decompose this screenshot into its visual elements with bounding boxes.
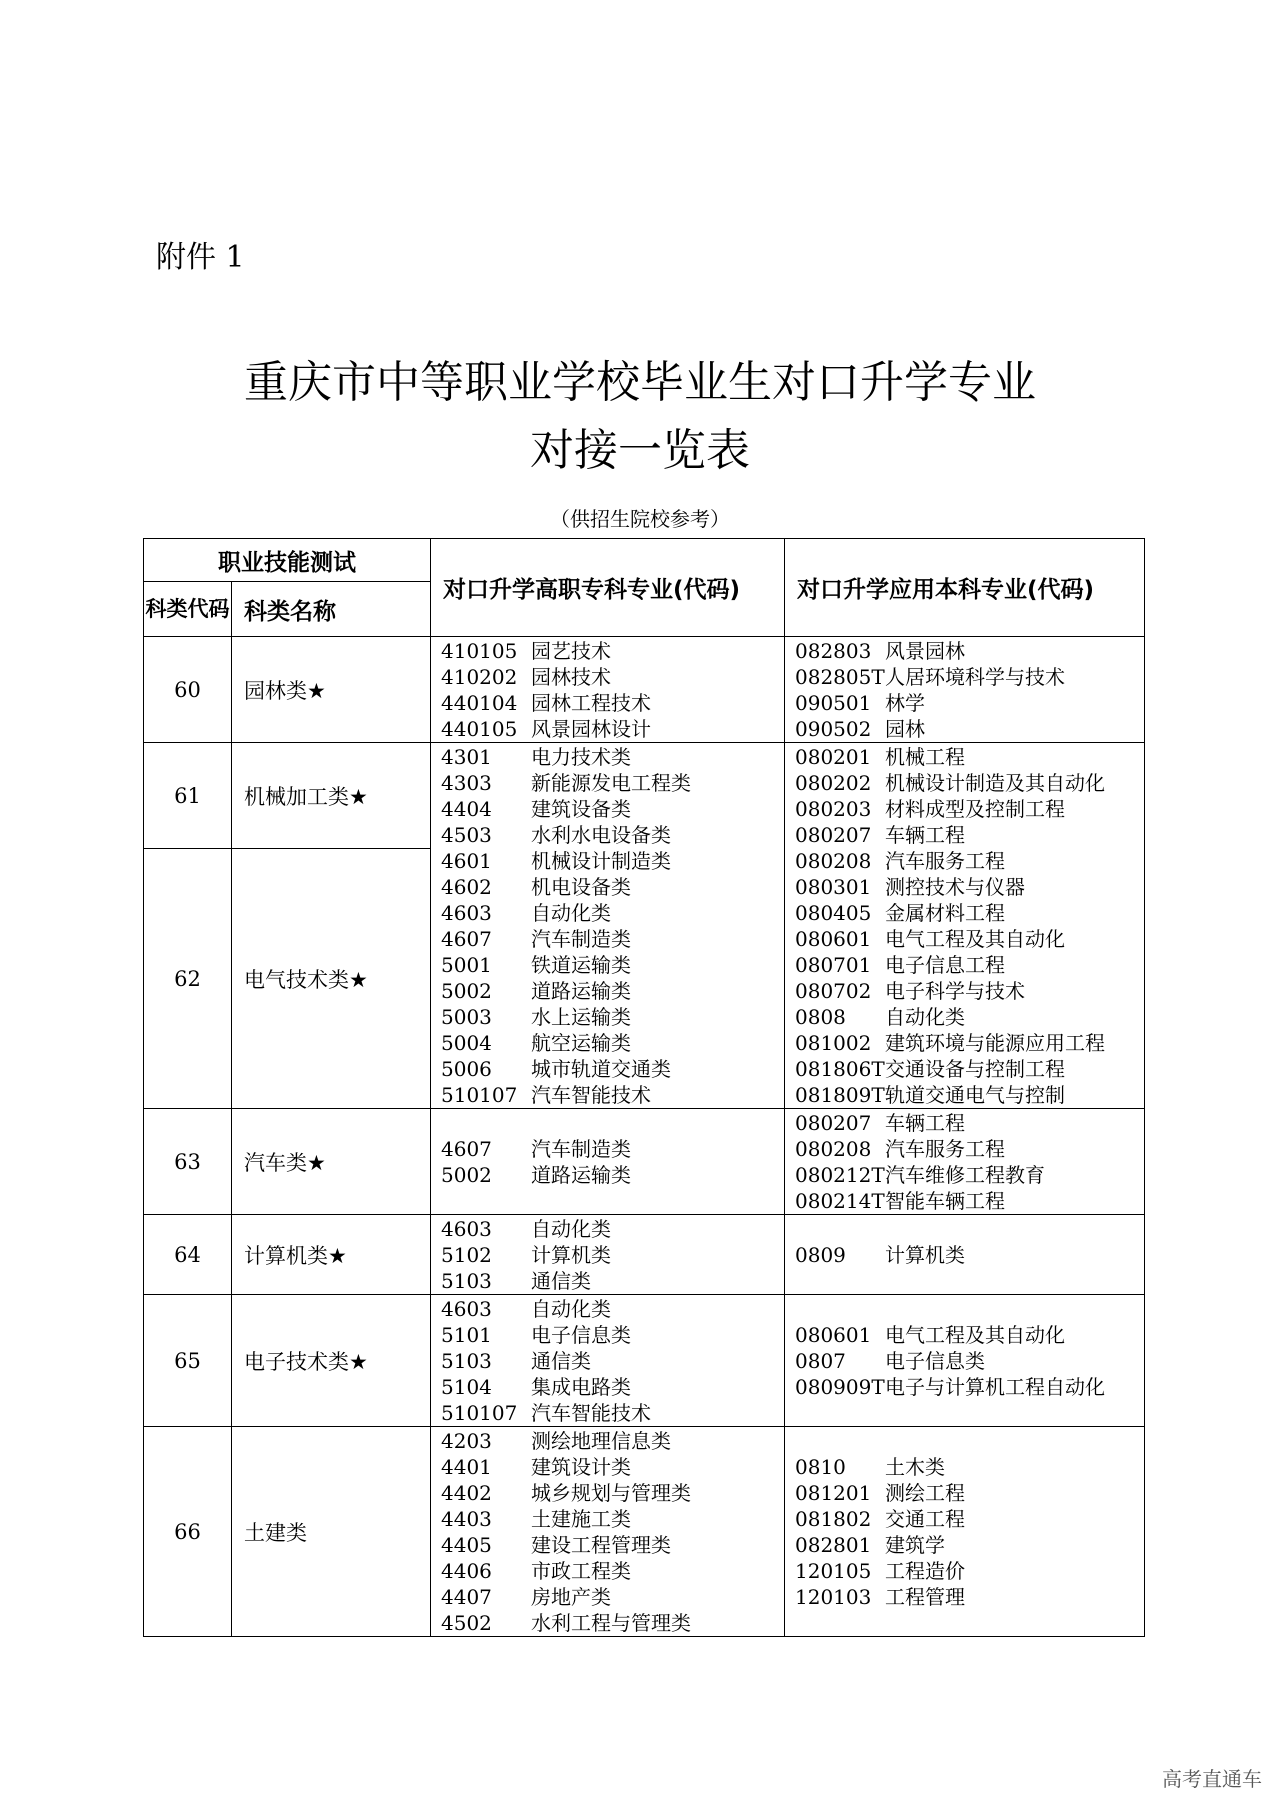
major-code: 4404	[441, 796, 492, 821]
major-name: 通信类	[531, 1268, 591, 1293]
undergraduate-major-item	[795, 1348, 1144, 1374]
header-category-name: 科类名称	[232, 582, 431, 637]
vocational-major-item	[441, 1558, 784, 1584]
major-code: 4601	[441, 848, 492, 873]
vocational-major-item	[441, 874, 784, 900]
major-name: 汽车智能技术	[531, 1400, 651, 1425]
major-name: 风景园林	[885, 638, 965, 663]
category-code-cell: 63	[144, 1109, 232, 1215]
vocational-major-item	[441, 848, 784, 874]
undergraduate-major-item	[795, 926, 1144, 952]
undergraduate-major-item	[795, 1374, 1144, 1400]
major-code: 4301	[441, 744, 492, 769]
major-code: 440104	[441, 690, 518, 715]
attachment-label: 附件 1	[156, 240, 245, 275]
undergraduate-major-item	[795, 1242, 1144, 1268]
undergraduate-major-item	[795, 1188, 1144, 1214]
vocational-major-item	[441, 1162, 784, 1188]
major-code: 4407	[441, 1584, 492, 1609]
major-code: 120103	[795, 1584, 872, 1609]
vocational-major-item	[441, 952, 784, 978]
vocational-major-item	[441, 1480, 784, 1506]
category-name-cell: 汽车类★	[232, 1109, 431, 1215]
major-code: 081002	[795, 1030, 872, 1055]
header-skills-test: 职业技能测试	[144, 539, 431, 582]
major-name: 房地产类	[531, 1584, 611, 1609]
undergraduate-major-item	[795, 1110, 1144, 1136]
undergraduate-major-item	[795, 1004, 1144, 1030]
major-code: 082803	[795, 638, 872, 663]
major-code: 080208	[795, 1136, 872, 1161]
major-code: 090501	[795, 690, 872, 715]
vocational-major-item	[441, 1268, 784, 1294]
major-name: 电子信息类	[531, 1322, 631, 1347]
undergraduate-major-item	[795, 1056, 1144, 1082]
category-name-cell: 电气技术类★	[232, 849, 431, 1109]
header-category-code: 科类代码	[144, 582, 232, 637]
major-name: 测控技术与仪器	[885, 874, 1025, 899]
major-code: 4402	[441, 1480, 492, 1505]
major-code: 081809T	[795, 1082, 885, 1107]
major-name: 电气工程及其自动化	[885, 926, 1065, 951]
major-name: 建筑设备类	[531, 796, 631, 821]
major-name: 计算机类	[885, 1242, 965, 1267]
major-name: 城乡规划与管理类	[531, 1480, 691, 1505]
major-code: 5003	[441, 1004, 492, 1029]
undergraduate-major-item	[795, 1082, 1144, 1108]
undergraduate-major-item	[795, 1454, 1144, 1480]
major-name: 汽车制造类	[531, 1136, 631, 1161]
vocational-major-item	[441, 744, 784, 770]
vocational-major-item	[441, 1428, 784, 1454]
undergraduate-major-item	[795, 874, 1144, 900]
undergraduate-major-item	[795, 638, 1144, 664]
undergraduate-major-list	[785, 743, 1145, 1109]
table-body	[144, 637, 1145, 1637]
major-name: 汽车服务工程	[885, 1136, 1005, 1161]
major-code: 080702	[795, 978, 872, 1003]
major-name: 车辆工程	[885, 822, 965, 847]
major-name: 建筑环境与能源应用工程	[885, 1030, 1105, 1055]
major-code: 5001	[441, 952, 492, 977]
major-code: 4303	[441, 770, 492, 795]
vocational-major-item	[441, 1400, 784, 1426]
major-name: 轨道交通电气与控制	[885, 1082, 1065, 1107]
major-name: 航空运输类	[531, 1030, 631, 1055]
undergraduate-major-item	[795, 796, 1144, 822]
major-name: 工程造价	[885, 1558, 965, 1583]
major-name: 自动化类	[531, 1296, 611, 1321]
major-name: 自动化类	[885, 1004, 965, 1029]
major-name: 水上运输类	[531, 1004, 631, 1029]
major-name: 水利水电设备类	[531, 822, 671, 847]
category-code-cell: 65	[144, 1295, 232, 1427]
vocational-major-list	[431, 743, 785, 1109]
undergraduate-major-item	[795, 1558, 1144, 1584]
vocational-major-item	[441, 1506, 784, 1532]
undergraduate-major-list	[785, 1295, 1145, 1427]
major-code: 080202	[795, 770, 872, 795]
vocational-major-item	[441, 1082, 784, 1108]
major-code: 510107	[441, 1082, 518, 1107]
major-code: 080405	[795, 900, 872, 925]
major-name: 建筑学	[885, 1532, 945, 1557]
header-vocational-major: 对口升学高职专科专业(代码)	[431, 539, 785, 637]
major-code: 080212T	[795, 1162, 885, 1187]
major-name: 水利工程与管理类	[531, 1610, 691, 1635]
vocational-major-item	[441, 1004, 784, 1030]
header-undergraduate-major: 对口升学应用本科专业(代码)	[785, 539, 1145, 637]
major-name: 计算机类	[531, 1242, 611, 1267]
vocational-major-item	[441, 664, 784, 690]
category-name-cell: 机械加工类★	[232, 743, 431, 849]
table-row	[144, 1427, 1145, 1637]
category-name-cell: 计算机类★	[232, 1215, 431, 1295]
major-code: 5002	[441, 1162, 492, 1187]
major-code: 4603	[441, 1216, 492, 1241]
reference-note: （供招生院校参考）	[550, 507, 730, 531]
major-code: 090502	[795, 716, 872, 741]
major-code: 4403	[441, 1506, 492, 1531]
undergraduate-major-list	[785, 1215, 1145, 1295]
table-row	[144, 1109, 1145, 1215]
major-name: 园艺技术	[531, 638, 611, 663]
vocational-major-item	[441, 1610, 784, 1636]
major-name: 园林	[885, 716, 925, 741]
undergraduate-major-item	[795, 848, 1144, 874]
major-mapping-table	[143, 538, 1145, 1637]
major-code: 410202	[441, 664, 518, 689]
major-name: 道路运输类	[531, 978, 631, 1003]
undergraduate-major-item	[795, 978, 1144, 1004]
major-code: 080201	[795, 744, 872, 769]
vocational-major-item	[441, 1216, 784, 1242]
vocational-major-item	[441, 638, 784, 664]
undergraduate-major-item	[795, 1506, 1144, 1532]
vocational-major-list	[431, 1427, 785, 1637]
major-code: 4405	[441, 1532, 492, 1557]
major-code: 082805T	[795, 664, 885, 689]
vocational-major-item	[441, 822, 784, 848]
major-name: 建筑设计类	[531, 1454, 631, 1479]
vocational-major-item	[441, 1584, 784, 1610]
major-code: 081806T	[795, 1056, 885, 1081]
page-title-line2: 对接一览表	[530, 425, 750, 476]
major-code: 5101	[441, 1322, 492, 1347]
vocational-major-list	[431, 1215, 785, 1295]
major-name: 机械设计制造类	[531, 848, 671, 873]
undergraduate-major-item	[795, 744, 1144, 770]
major-name: 集成电路类	[531, 1374, 631, 1399]
major-code: 080601	[795, 1322, 872, 1347]
major-name: 市政工程类	[531, 1558, 631, 1583]
vocational-major-item	[441, 1348, 784, 1374]
major-name: 电子科学与技术	[885, 978, 1025, 1003]
major-name: 林学	[885, 690, 925, 715]
major-name: 汽车服务工程	[885, 848, 1005, 873]
vocational-major-item	[441, 900, 784, 926]
major-name: 自动化类	[531, 900, 611, 925]
major-name: 金属材料工程	[885, 900, 1005, 925]
major-name: 交通工程	[885, 1506, 965, 1531]
category-code-cell: 61	[144, 743, 232, 849]
major-name: 材料成型及控制工程	[885, 796, 1065, 821]
major-name: 电子与计算机工程自动化	[885, 1374, 1105, 1399]
major-name: 电子信息类	[885, 1348, 985, 1373]
major-code: 4401	[441, 1454, 492, 1479]
major-name: 自动化类	[531, 1216, 611, 1241]
major-code: 080208	[795, 848, 872, 873]
major-code: 5006	[441, 1056, 492, 1081]
major-code: 4603	[441, 900, 492, 925]
major-code: 4607	[441, 926, 492, 951]
major-name: 土建施工类	[531, 1506, 631, 1531]
major-code: 080203	[795, 796, 872, 821]
vocational-major-item	[441, 1532, 784, 1558]
major-code: 0810	[795, 1454, 846, 1479]
vocational-major-item	[441, 716, 784, 742]
major-name: 测绘工程	[885, 1480, 965, 1505]
vocational-major-item	[441, 1374, 784, 1400]
major-name: 汽车制造类	[531, 926, 631, 951]
category-code-cell: 62	[144, 849, 232, 1109]
major-name: 工程管理	[885, 1584, 965, 1609]
major-code: 120105	[795, 1558, 872, 1583]
vocational-major-list	[431, 1109, 785, 1215]
major-code: 410105	[441, 638, 518, 663]
vocational-major-item	[441, 1030, 784, 1056]
vocational-major-item	[441, 1322, 784, 1348]
vocational-major-item	[441, 770, 784, 796]
major-name: 风景园林设计	[531, 716, 651, 741]
major-name: 通信类	[531, 1348, 591, 1373]
major-code: 5103	[441, 1268, 492, 1293]
vocational-major-item	[441, 926, 784, 952]
vocational-major-list	[431, 1295, 785, 1427]
major-code: 4502	[441, 1610, 492, 1635]
undergraduate-major-item	[795, 900, 1144, 926]
major-code: 082801	[795, 1532, 872, 1557]
major-name: 建设工程管理类	[531, 1532, 671, 1557]
undergraduate-major-item	[795, 770, 1144, 796]
major-name: 电子信息工程	[885, 952, 1005, 977]
undergraduate-major-item	[795, 1532, 1144, 1558]
undergraduate-major-item	[795, 1322, 1144, 1348]
undergraduate-major-item	[795, 1162, 1144, 1188]
category-name-cell: 电子技术类★	[232, 1295, 431, 1427]
vocational-major-item	[441, 690, 784, 716]
undergraduate-major-list	[785, 1427, 1145, 1637]
major-name: 铁道运输类	[531, 952, 631, 977]
undergraduate-major-item	[795, 1480, 1144, 1506]
major-name: 园林工程技术	[531, 690, 651, 715]
category-name-cell: 土建类	[232, 1427, 431, 1637]
undergraduate-major-item	[795, 1584, 1144, 1610]
major-code: 4406	[441, 1558, 492, 1583]
category-code-cell: 64	[144, 1215, 232, 1295]
undergraduate-major-item	[795, 1136, 1144, 1162]
major-code: 5103	[441, 1348, 492, 1373]
major-code: 5104	[441, 1374, 492, 1399]
major-name: 汽车智能技术	[531, 1082, 651, 1107]
major-code: 5004	[441, 1030, 492, 1055]
watermark: 高考直通车	[1162, 1767, 1262, 1791]
undergraduate-major-list	[785, 1109, 1145, 1215]
major-code: 4602	[441, 874, 492, 899]
major-name: 机械设计制造及其自动化	[885, 770, 1105, 795]
vocational-major-list	[431, 637, 785, 743]
major-code: 4203	[441, 1428, 492, 1453]
table-row	[144, 1295, 1145, 1427]
major-code: 510107	[441, 1400, 518, 1425]
vocational-major-item	[441, 1242, 784, 1268]
major-code: 4503	[441, 822, 492, 847]
major-code: 080207	[795, 822, 872, 847]
vocational-major-item	[441, 1454, 784, 1480]
major-code: 4607	[441, 1136, 492, 1161]
major-code: 081802	[795, 1506, 872, 1531]
page-title-line1: 重庆市中等职业学校毕业生对口升学专业	[244, 357, 1036, 408]
undergraduate-major-list	[785, 637, 1145, 743]
major-code: 080301	[795, 874, 872, 899]
major-name: 智能车辆工程	[885, 1188, 1005, 1213]
vocational-major-item	[441, 1296, 784, 1322]
major-name: 测绘地理信息类	[531, 1428, 671, 1453]
major-name: 园林技术	[531, 664, 611, 689]
major-code: 0808	[795, 1004, 846, 1029]
major-code: 080601	[795, 926, 872, 951]
undergraduate-major-item	[795, 952, 1144, 978]
table-row	[144, 743, 1145, 849]
major-code: 080207	[795, 1110, 872, 1135]
major-code: 5102	[441, 1242, 492, 1267]
undergraduate-major-item	[795, 1030, 1144, 1056]
undergraduate-major-item	[795, 822, 1144, 848]
major-name: 车辆工程	[885, 1110, 965, 1135]
major-name: 人居环境科学与技术	[885, 664, 1065, 689]
major-code: 0809	[795, 1242, 846, 1267]
major-code: 5002	[441, 978, 492, 1003]
vocational-major-item	[441, 796, 784, 822]
major-code: 4603	[441, 1296, 492, 1321]
category-code-cell: 60	[144, 637, 232, 743]
vocational-major-item	[441, 1056, 784, 1082]
major-name: 电力技术类	[531, 744, 631, 769]
major-code: 080214T	[795, 1188, 885, 1213]
major-code: 440105	[441, 716, 518, 741]
undergraduate-major-item	[795, 716, 1144, 742]
major-name: 机电设备类	[531, 874, 631, 899]
vocational-major-item	[441, 1136, 784, 1162]
major-code: 081201	[795, 1480, 872, 1505]
major-code: 080909T	[795, 1374, 885, 1399]
major-code: 0807	[795, 1348, 846, 1373]
major-name: 电气工程及其自动化	[885, 1322, 1065, 1347]
major-name: 汽车维修工程教育	[885, 1162, 1045, 1187]
major-name: 机械工程	[885, 744, 965, 769]
major-name: 土木类	[885, 1454, 945, 1479]
category-code-cell: 66	[144, 1427, 232, 1637]
major-name: 城市轨道交通类	[531, 1056, 671, 1081]
table-row	[144, 1215, 1145, 1295]
major-name: 交通设备与控制工程	[885, 1056, 1065, 1081]
undergraduate-major-item	[795, 664, 1144, 690]
major-name: 新能源发电工程类	[531, 770, 691, 795]
undergraduate-major-item	[795, 690, 1144, 716]
category-name-cell: 园林类★	[232, 637, 431, 743]
vocational-major-item	[441, 978, 784, 1004]
major-name: 道路运输类	[531, 1162, 631, 1187]
major-code: 080701	[795, 952, 872, 977]
table-row	[144, 637, 1145, 743]
